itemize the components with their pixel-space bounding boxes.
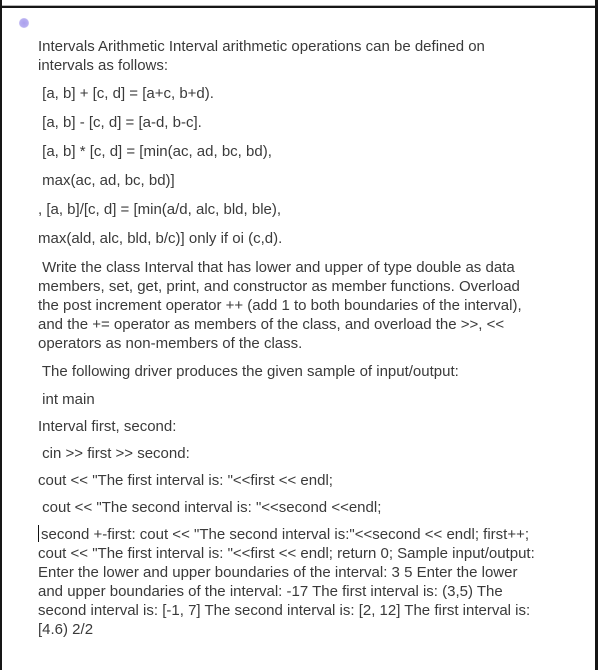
formula-subtraction [38, 113, 583, 132]
text-line: members, set, get, print, and constructor as member functions. Overload [38, 278, 520, 295]
text-line: cout << "The first interval is: "<<first << endl; return 0; Sample input/output: [38, 545, 535, 562]
text-line: max(ac, ad, bc, bd)] [38, 172, 175, 189]
text-line: and the += operator as members of the class, and overload the >>, << [38, 316, 505, 333]
code-line-int-main [38, 390, 583, 409]
paragraph-driver-intro [38, 362, 583, 381]
text-cursor [38, 525, 39, 542]
text-line: cout << "The second interval is: "<<second <<endl; [38, 499, 382, 516]
paragraph-task [38, 258, 583, 353]
formula-addition [38, 84, 583, 103]
text-line: Intervals Arithmetic Interval arithmetic operations can be defined on [38, 38, 485, 55]
text-line: [4.6) 2/2 [38, 621, 94, 638]
text-line [38, 525, 583, 544]
text-line: the post increment operator ++ (add 1 to both boundaries of the interval), [38, 297, 522, 314]
text-line: int main [38, 391, 95, 408]
code-line-declaration [38, 417, 583, 436]
formula-division-max [38, 229, 583, 248]
text-line-content: second +-first: cout << "The second interval is:"<<second << endl; first++; [41, 526, 530, 543]
text-line: cin >> first >> second: [38, 445, 190, 462]
frame-left-border [0, 0, 2, 670]
text-line: max(ald, alc, bld, b/c)] only if oi (c,d). [38, 230, 283, 247]
formula-division [38, 200, 583, 219]
text-line: , [a, b]/[c, d] = [min(a/d, alc, bld, ble), [38, 201, 282, 218]
formula-multiplication [38, 142, 583, 161]
code-line-cout-second [38, 498, 583, 517]
formula-multiplication-max [38, 171, 583, 190]
text-line: and upper boundaries of the interval: -17 The first interval is: (3,5) The [38, 583, 503, 600]
bullet-dot-icon [19, 18, 29, 28]
text-line: [a, b] - [c, d] = [a-d, b-c]. [38, 114, 202, 131]
paragraph-sample-output [38, 525, 583, 639]
text-line: second interval is: [-1, 7] The second interval is: [2, 12] The first interval is: [38, 602, 531, 619]
text-line: intervals as follows: [38, 57, 169, 74]
text-line: cout << "The first interval is: "<<first << endl; [38, 472, 333, 489]
code-line-cin [38, 444, 583, 463]
text-line: [a, b] + [c, d] = [a+c, b+d). [38, 85, 214, 102]
text-line: The following driver produces the given sample of input/output: [38, 363, 459, 380]
text-line: Interval first, second: [38, 418, 177, 435]
frame-right-border [595, 0, 598, 670]
text-line: operators as non-members of the class. [38, 335, 303, 352]
text-line: Enter the lower and upper boundaries of the interval: 3 5 Enter the lower [38, 564, 518, 581]
text-line: [a, b] * [c, d] = [min(ac, ad, bc, bd), [38, 143, 272, 160]
document-content[interactable] [38, 37, 583, 648]
paragraph-intro [38, 37, 583, 75]
code-line-cout-first [38, 471, 583, 490]
text-line: Write the class Interval that has lower and upper of type double as data [38, 259, 515, 276]
frame-top-border [0, 5, 598, 8]
